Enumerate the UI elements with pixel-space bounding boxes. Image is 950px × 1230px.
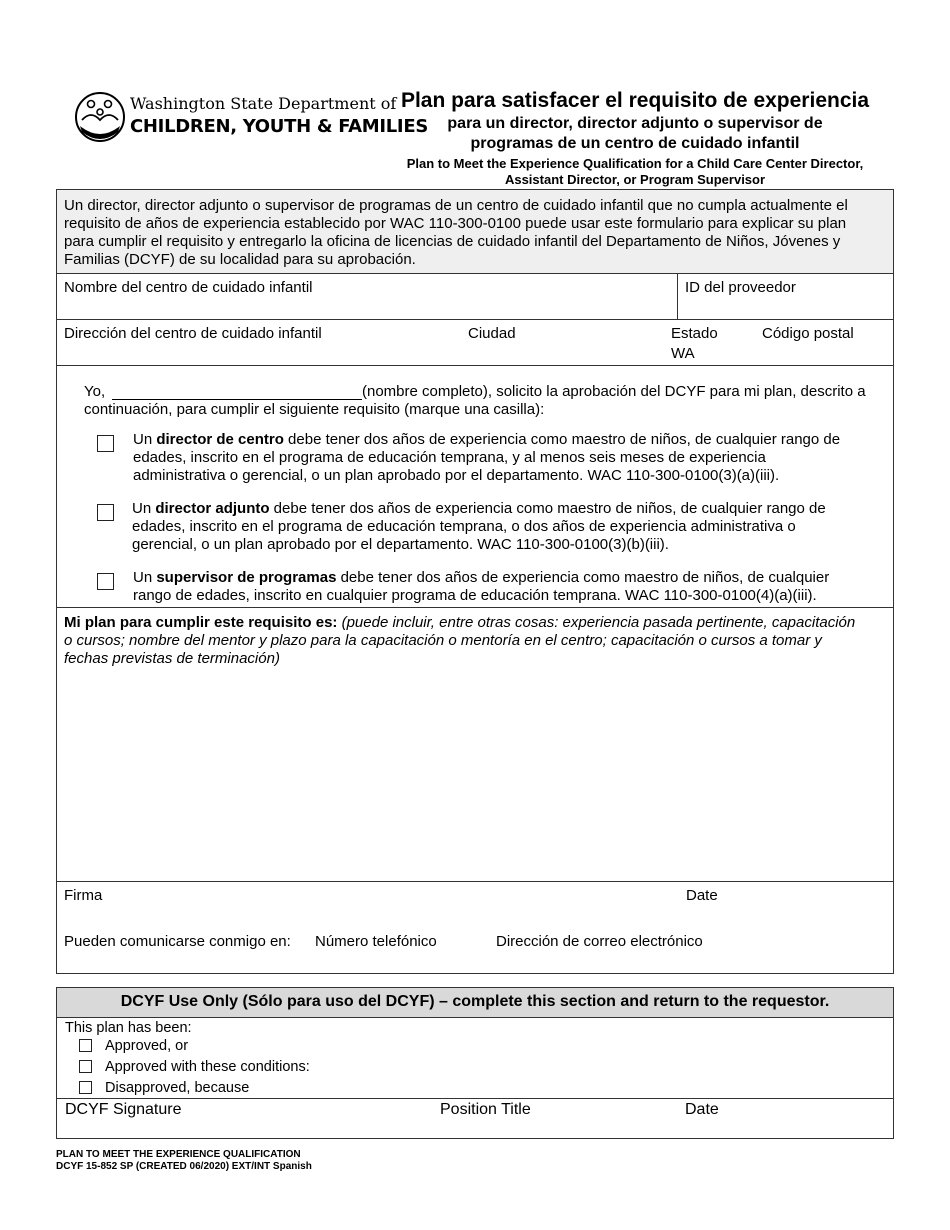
disapproved-label: Disapproved, because [105, 1080, 250, 1096]
divider [56, 365, 894, 366]
request-line-1: (nombre completo), solicito la aprobación del DCYF para mi plan, descrito a [362, 383, 866, 400]
dcyf-logo [74, 90, 428, 146]
divider [56, 319, 894, 320]
email-label: Dirección de correo electrónico [496, 933, 703, 950]
plan-status-intro: This plan has been: [65, 1020, 192, 1036]
state-value: WA [671, 345, 695, 362]
dcyf-header: DCYF Use Only (Sólo para uso del DCYF) – complete this section and return to the requestor. [120, 993, 830, 1010]
plan-text-area[interactable] [60, 676, 890, 878]
intro-line-1: Un director, director adjunto o supervisor de programas de un centro de cuidado infantil que no cumpla actualmente el [64, 197, 848, 214]
disapproved-checkbox[interactable] [79, 1081, 92, 1094]
subtitle-spanish-1: para un director, director adjunto o supervisor de [447, 115, 823, 132]
center-name-label: Nombre del centro de cuidado infantil [64, 279, 313, 296]
divider [56, 607, 894, 608]
address-label: Dirección del centro de cuidado infantil [64, 325, 322, 342]
option-line-1: debe tener dos años de experiencia como maestro de niños, de cualquier rango de [269, 500, 826, 517]
center-director-checkbox[interactable] [97, 435, 114, 452]
divider [56, 273, 894, 274]
plan-label: Mi plan para cumplir este requisito es: [64, 614, 338, 631]
option-program-supervisor [133, 569, 829, 605]
option-line-2: rango de edades, inscrito en cualquier programa de educación temprana. WAC 110-300-0100(4)(a)(iii). [133, 587, 817, 604]
intro-line-3: para cumplir el requisito y entregarlo la oficina de licencias de cuidado infantil del Departamento de Niños, Jóvenes y [64, 233, 841, 250]
intro-line-4: Familias (DCYF) de su localidad para su aprobación. [64, 251, 416, 268]
approved-checkbox[interactable] [79, 1039, 92, 1052]
intro-text [64, 197, 848, 269]
plan-instructions [64, 614, 889, 668]
option-role: director adjunto [155, 500, 270, 517]
plan-hint-3: fechas previstas de terminación) [64, 650, 280, 667]
divider [56, 1098, 894, 1099]
provider-id-label: ID del proveedor [685, 279, 796, 296]
option-prefix: Un [133, 431, 157, 448]
approved-conditions-label: Approved with these conditions: [105, 1059, 310, 1075]
provider-id-field[interactable] [685, 299, 885, 317]
yo-label: Yo, [84, 383, 106, 400]
option-line-1: debe tener dos años de experiencia como maestro de niños, de cualquier [336, 569, 830, 586]
dcyf-date-label: Date [685, 1101, 719, 1118]
date-label: Date [686, 887, 718, 904]
contact-label: Pueden comunicarse conmigo en: [64, 933, 291, 950]
dcyf-signature-label: DCYF Signature [65, 1101, 182, 1118]
option-role: director de centro [156, 431, 284, 448]
title-block [380, 88, 890, 188]
approved-label: Approved, or [105, 1038, 189, 1054]
option-prefix: Un [133, 569, 157, 586]
dcyf-logo-icon [74, 90, 126, 144]
plan-hint-1: (puede incluir, entre otras cosas: experiencia pasada pertinente, capacitación [337, 614, 856, 631]
subtitle-spanish-2: programas de un centro de cuidado infantil [470, 135, 800, 152]
logo-text-line2: CHILDREN, YOUTH & FAMILIES [130, 116, 428, 137]
approved-conditions-checkbox[interactable] [79, 1060, 92, 1073]
position-title-label: Position Title [440, 1101, 531, 1118]
option-line-1: debe tener dos años de experiencia como maestro de niños, de cualquier rango de [283, 431, 841, 448]
option-prefix: Un [132, 500, 156, 517]
title-spanish: Plan para satisfacer el requisito de experiencia [400, 89, 870, 112]
title-english-2: Assistant Director, or Program Supervisor [504, 172, 766, 187]
title-english-1: Plan to Meet the Experience Qualification for a Child Care Center Director, [406, 156, 864, 171]
divider [677, 273, 678, 319]
phone-label: Número telefónico [315, 933, 437, 950]
state-label: Estado [671, 325, 718, 342]
footer-form-number: DCYF 15-852 SP (CREATED 06/2020) EXT/INT Spanish [56, 1161, 312, 1172]
program-supervisor-checkbox[interactable] [97, 573, 114, 590]
city-label: Ciudad [468, 325, 516, 342]
signature-field[interactable] [110, 887, 670, 907]
divider [56, 881, 894, 882]
plan-hint-2: o cursos; nombre del mentor y plazo para la capacitación o mentoría en el centro; capacitación o cursos a tomar y [64, 632, 822, 649]
request-line-2: continuación, para cumplir el siguiente requisito (marque una casilla): [84, 401, 545, 418]
option-line-3: administrativa o gerencial, o un plan aprobado por el departamento. WAC 110-300-0100(3)(a)(iii). [133, 467, 780, 484]
intro-line-2: requisito de años de experiencia establecido por WAC 110-300-0100 puede usar este formulario para explicar su plan [64, 215, 847, 232]
footer-form-title: PLAN TO MEET THE EXPERIENCE QUALIFICATION [56, 1149, 301, 1160]
assistant-director-checkbox[interactable] [97, 504, 114, 521]
option-center-director [133, 431, 840, 485]
full-name-line[interactable] [112, 399, 362, 400]
signature-label: Firma [64, 887, 103, 904]
option-role: supervisor de programas [156, 569, 337, 586]
option-line-2: edades, inscrito en el programa de educación temprana, y al menos seis meses de experiencia [133, 449, 766, 466]
zip-label: Código postal [762, 325, 854, 342]
option-line-2: edades, inscrito en el programa de educación temprana, o dos años de experiencia administrativa o [132, 518, 796, 535]
option-assistant-director [132, 500, 826, 554]
center-name-field[interactable] [64, 299, 670, 317]
logo-text-line1: Washington State Department of [130, 94, 397, 113]
option-line-3: gerencial, o un plan aprobado por el departamento. WAC 110-300-0100(3)(b)(iii). [132, 536, 669, 553]
